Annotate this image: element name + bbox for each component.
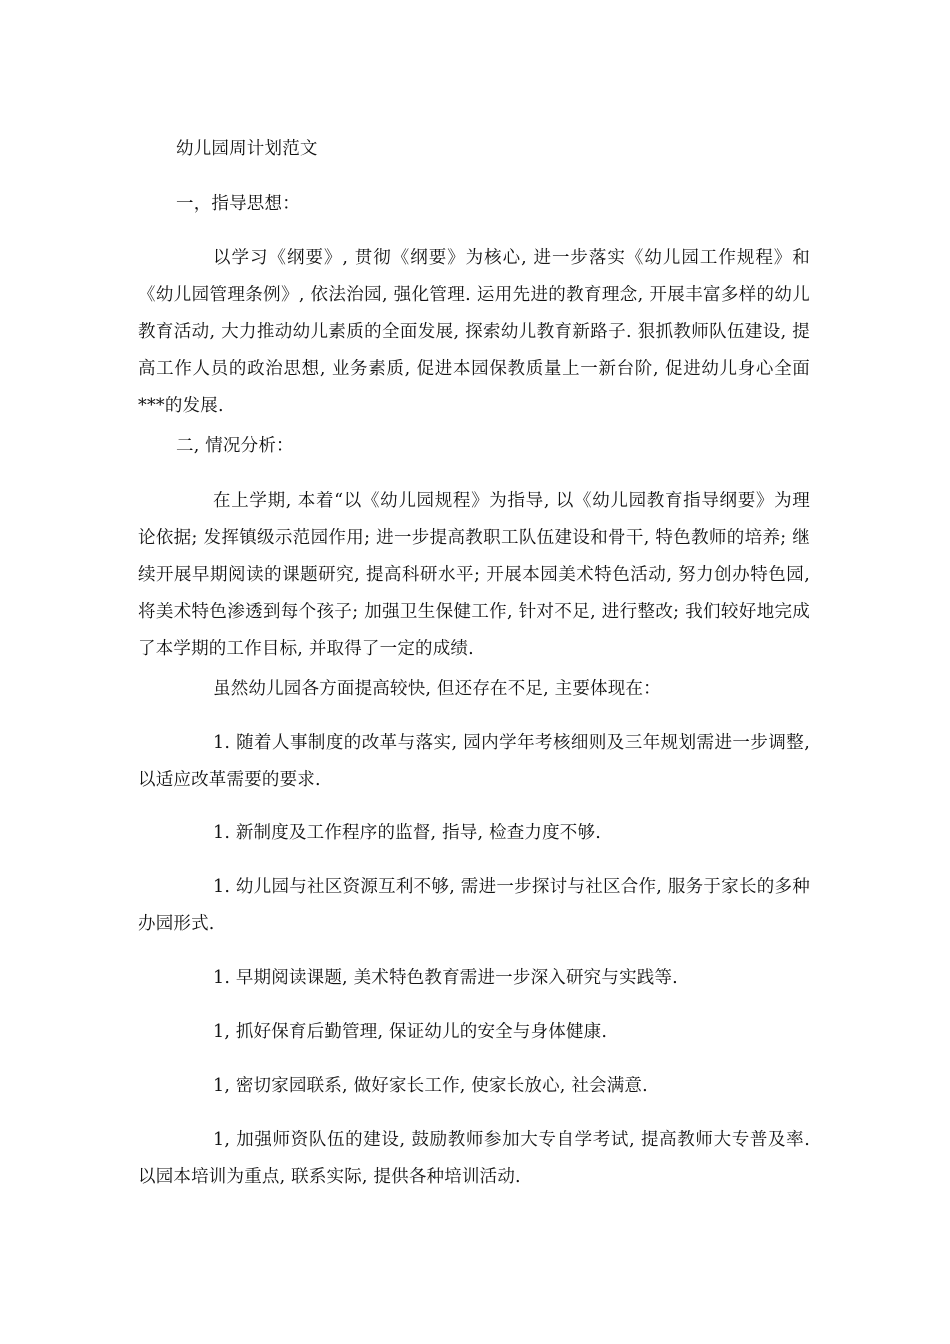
document-title: 幼儿园周计划范文 xyxy=(176,139,318,159)
list-item: 1, 抓好保育后勤管理, 保证幼儿的安全与身体健康. xyxy=(213,1022,608,1042)
list-item: 1. 幼儿园与社区资源互利不够, 需进一步探讨与社区合作, 服务于家长的多种办园形式. xyxy=(138,877,810,934)
list-item: 1. 随着人事制度的改革与落实, 园内学年考核细则及三年规划需进一步调整, 以适应改革需要的要求. xyxy=(138,733,810,790)
list-item: 1. 早期阅读课题, 美术特色教育需进一步深入研究与实践等. xyxy=(213,968,678,988)
paragraph-situation-analysis: 在上学期, 本着“以《幼儿园规程》为指导, 以《幼儿园教育指导纲要》为理论依据; 发挥镇级示范园作用; 进一步提高教职工队伍建设和骨干, 特色教师的培养; 继续开展早期阅读的课题研究, 提高科研水平; 开展本园美术特色活动, 努力创办特色园, 将美术特色渗透到每个孩子; 加强卫生保健工作, 针对不足, 进行整改; 我们较好地完成了本学期的工作目标, 并取得了一定的成绩. xyxy=(138,491,811,659)
section-heading-situation-analysis: 二, 情况分析： xyxy=(176,436,294,456)
list-item: 1. 新制度及工作程序的监督, 指导, 检查力度不够. xyxy=(213,823,601,843)
list-item: 1, 加强师资队伍的建设, 鼓励教师参加大专自学考试, 提高教师大专普及率. 以园本培训为重点, 联系实际, 提供各种培训活动. xyxy=(138,1130,810,1187)
section-heading-guiding-ideology: 一，指导思想： xyxy=(176,194,300,214)
paragraph-shortcomings-intro: 虽然幼儿园各方面提高较快, 但还存在不足, 主要体现在： xyxy=(213,679,661,699)
paragraph-guiding-ideology: 以学习《纲要》, 贯彻《纲要》为核心, 进一步落实《幼儿园工作规程》和《幼儿园管理条例》, 依法治园, 强化管理. 运用先进的教育理念, 开展丰富多样的幼儿教育活动, 大力推动幼儿素质的全面发展, 探索幼儿教育新路子. 狠抓教师队伍建设, 提高工作人员的政治思想, 业务素质, 促进本园保教质量上一新台阶, 促进幼儿身心全面***的发展. xyxy=(138,248,810,416)
list-item: 1, 密切家园联系, 做好家长工作, 使家长放心, 社会满意. xyxy=(213,1076,648,1096)
